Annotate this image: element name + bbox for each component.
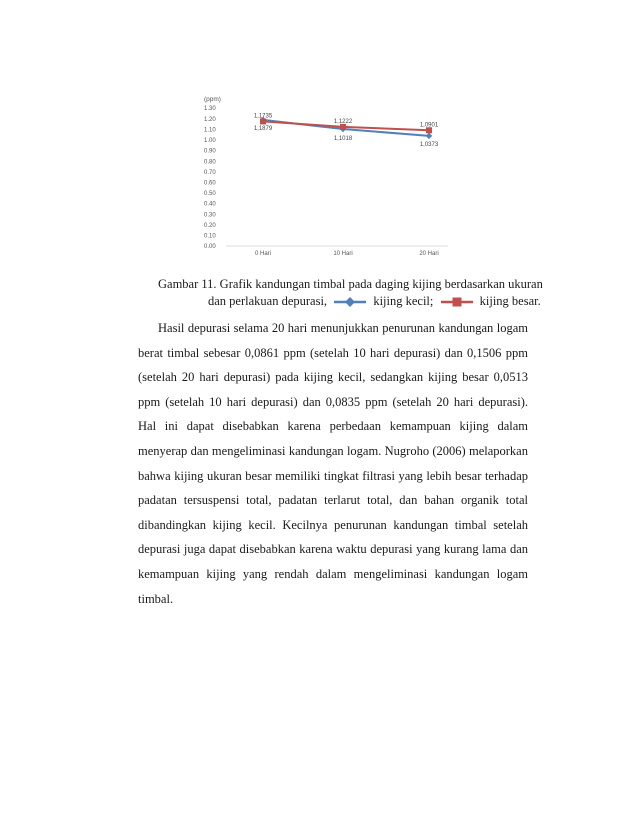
y-tick-label: 0.40 [204,201,216,208]
data-label: 1,1018 [333,136,353,143]
data-label: 1,1879 [253,125,273,132]
data-label: 1,1735 [253,113,273,120]
y-tick-label: 0.90 [204,148,216,155]
legend-large-marker-icon [440,296,474,308]
data-label: 1,1222 [333,118,353,125]
y-tick-label: 1.20 [204,116,216,123]
y-tick-label: 1.00 [204,138,216,145]
y-tick-label: 0.10 [204,233,216,240]
y-tick-label: 0.70 [204,169,216,176]
x-tick-label: 20 Hari [419,251,439,257]
y-tick-label: 0.80 [204,159,216,166]
x-tick-label: 10 Hari [333,251,353,257]
x-tick-label: 0 Hari [254,251,272,257]
caption-line-2 [158,293,541,310]
y-tick-label: 0.20 [204,222,216,229]
caption-prefix: dan perlakuan depurasi, [208,294,328,308]
series-point [426,133,432,139]
y-axis-title: (ppm) [204,96,221,103]
data-label: 1,0373 [419,141,439,148]
caption-line-1: Gambar 11. Grafik kandungan timbal pada daging kijing berdasarkan ukuran [158,277,543,291]
y-tick-label: 0.60 [204,180,216,187]
legend-small-marker-icon [333,296,367,308]
y-tick-label: 0.30 [204,212,216,219]
legend-small-label: kijing kecil; [373,294,434,308]
legend-large-label: kijing besar. [479,294,541,308]
y-tick-label: 0.50 [204,191,216,198]
figure-caption [158,276,543,310]
y-tick-label: 1.10 [204,127,216,134]
lead-content-line-chart [198,90,450,262]
y-tick-label: 0.00 [204,244,216,251]
y-tick-label: 1.30 [204,106,216,113]
data-label: 1,0901 [419,122,439,129]
body-paragraph: Hasil depurasi selama 20 hari menunjukkan penurunan kandungan logam berat timbal sebesar 0,0861 ppm (setelah 10 hari depurasi) dan 0,1506 ppm (setelah 20 hari depurasi) pada kijing kecil, sedangkan kijing besar 0,0513 ppm (setelah 10 hari depurasi) dan 0,0835 ppm (setelah 20 hari depurasi). Hal ini dapat disebabkan karena perbedaan kemampuan kijing dalam menyerap dan mengeliminasi kandungan logam. Nugroho (2006) melaporkan bahwa kijing ukuran besar memiliki tingkat filtrasi yang lebih besar terhadap padatan tersuspensi total, padatan terlarut total, dan bahan organik total dibandingkan kijing kecil. Kecilnya penurunan kandungan timbal setelah depurasi juga dapat disebabkan karena waktu depurasi yang kurang lama dan kemampuan kijing yang rendah dalam mengeliminasi kandungan logam timbal. [138,321,528,606]
